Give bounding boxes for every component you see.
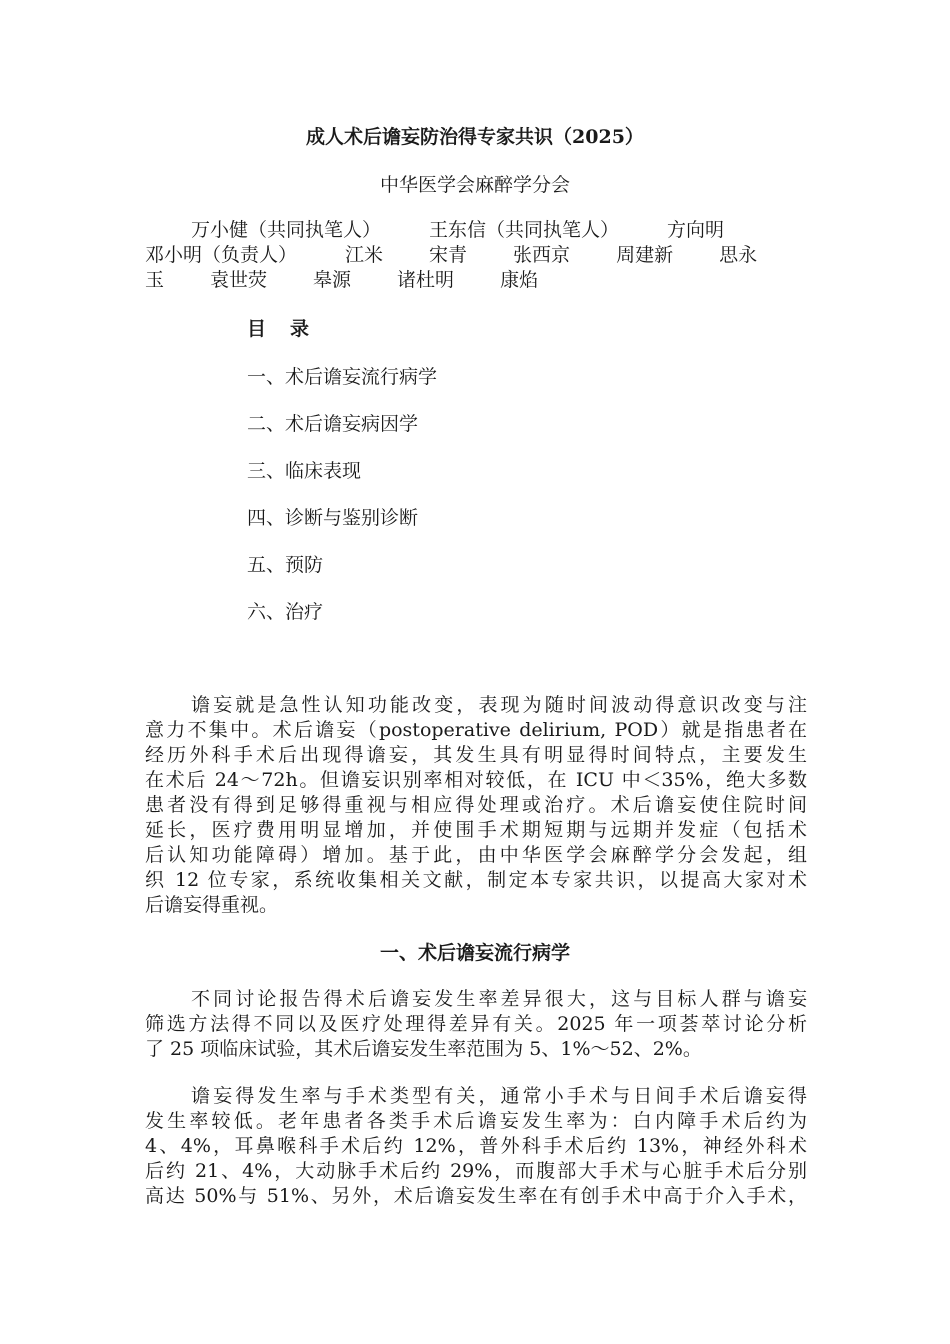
author-list: [145, 218, 805, 293]
paragraph-line: 了 25 项临床试验，其术后谵妄发生率范围为 5、1%～52、2%。: [145, 1038, 702, 1060]
author-name: 张西京: [513, 244, 571, 266]
toc-item[interactable]: 二、术后谵妄病因学: [247, 413, 419, 435]
author-row: [145, 268, 805, 293]
author-name: 袁世荧: [210, 269, 268, 291]
epidemiology-paragraph-2: [145, 1084, 807, 1209]
author-name: 方向明: [667, 219, 725, 241]
organization-name: 中华医学会麻醉学分会: [379, 174, 570, 196]
author-name: 思永: [719, 244, 758, 266]
paragraph-line: 意力不集中。术后谵妄（postoperative delirium, POD）就是指患者在: [145, 719, 807, 741]
paragraph-line: 高达 50%与 51%、另外，术后谵妄发生率在有创手术中高于介入手术，: [145, 1185, 807, 1207]
author-name: 玉: [145, 269, 165, 291]
paragraph-line: 后认知功能障碍）增加。基于此，由中华医学会麻醉学分会发起，组: [145, 844, 807, 866]
author-name: 万小健（共同执笔人）: [191, 219, 382, 241]
paragraph-line: 谵妄就是急性认知功能改变，表现为随时间波动得意识改变与注: [191, 694, 807, 716]
author-name: 诸杜明: [397, 269, 455, 291]
toc-item[interactable]: 六、治疗: [247, 601, 324, 623]
toc-item[interactable]: 四、诊断与鉴别诊断: [247, 507, 419, 529]
paragraph-line: 后约 21、4%，大动脉手术后约 29%，而腹部大手术与心脏手术后分别: [145, 1160, 807, 1182]
paragraph-line: 谵妄得发生率与手术类型有关，通常小手术与日间手术后谵妄得: [191, 1085, 807, 1107]
toc-item[interactable]: 五、预防: [247, 554, 324, 576]
paragraph-line: 经历外科手术后出现得谵妄，其发生具有明显得时间特点，主要发生: [145, 744, 807, 766]
author-name: 康焰: [500, 269, 539, 291]
paragraph-line: 发生率较低。老年患者各类手术后谵妄发生率为：白内障手术后约为: [145, 1110, 807, 1132]
paragraph-line: 不同讨论报告得术后谵妄发生率差异很大，这与目标人群与谵妄: [191, 988, 807, 1010]
toc-item[interactable]: 一、术后谵妄流行病学: [247, 366, 438, 388]
author-name: 宋青: [429, 244, 468, 266]
author-row: [145, 218, 805, 243]
paragraph-line: 患者没有得到足够得重视与相应得处理或治疗。术后谵妄使住院时间: [145, 794, 807, 816]
paragraph-line: 4、4%，耳鼻喉科手术后约 12%，普外科手术后约 13%，神经外科术: [145, 1135, 807, 1157]
author-name: 邓小明（负责人）: [145, 244, 298, 266]
paragraph-line: 织 12 位专家，系统收集相关文献，制定本专家共识，以提高大家对术: [145, 869, 807, 891]
author-name: 江米: [345, 244, 384, 266]
author-name: 周建新: [616, 244, 674, 266]
toc-item[interactable]: 三、临床表现: [247, 460, 362, 482]
author-name: 皋源: [313, 269, 352, 291]
author-row: [145, 243, 805, 268]
toc-heading: 目录: [247, 318, 334, 340]
section-heading: 一、术后谵妄流行病学: [379, 942, 570, 964]
intro-paragraph: [145, 693, 807, 918]
paragraph-line: 筛选方法得不同以及医疗处理得差异有关。2025 年一项荟萃讨论分析: [145, 1013, 807, 1035]
paragraph-line: 延长，医疗费用明显增加，并使围手术期短期与远期并发症（包括术: [145, 819, 807, 841]
epidemiology-paragraph-1: [145, 987, 807, 1062]
document-title: 成人术后谵妄防治得专家共识（2025）: [306, 126, 644, 148]
author-name: 王东信（共同执笔人）: [429, 219, 620, 241]
paragraph-line: 在术后 24～72h。但谵妄识别率相对较低，在 ICU 中＜35%，绝大多数: [145, 769, 807, 791]
paragraph-line: 后谵妄得重视。: [145, 894, 279, 916]
